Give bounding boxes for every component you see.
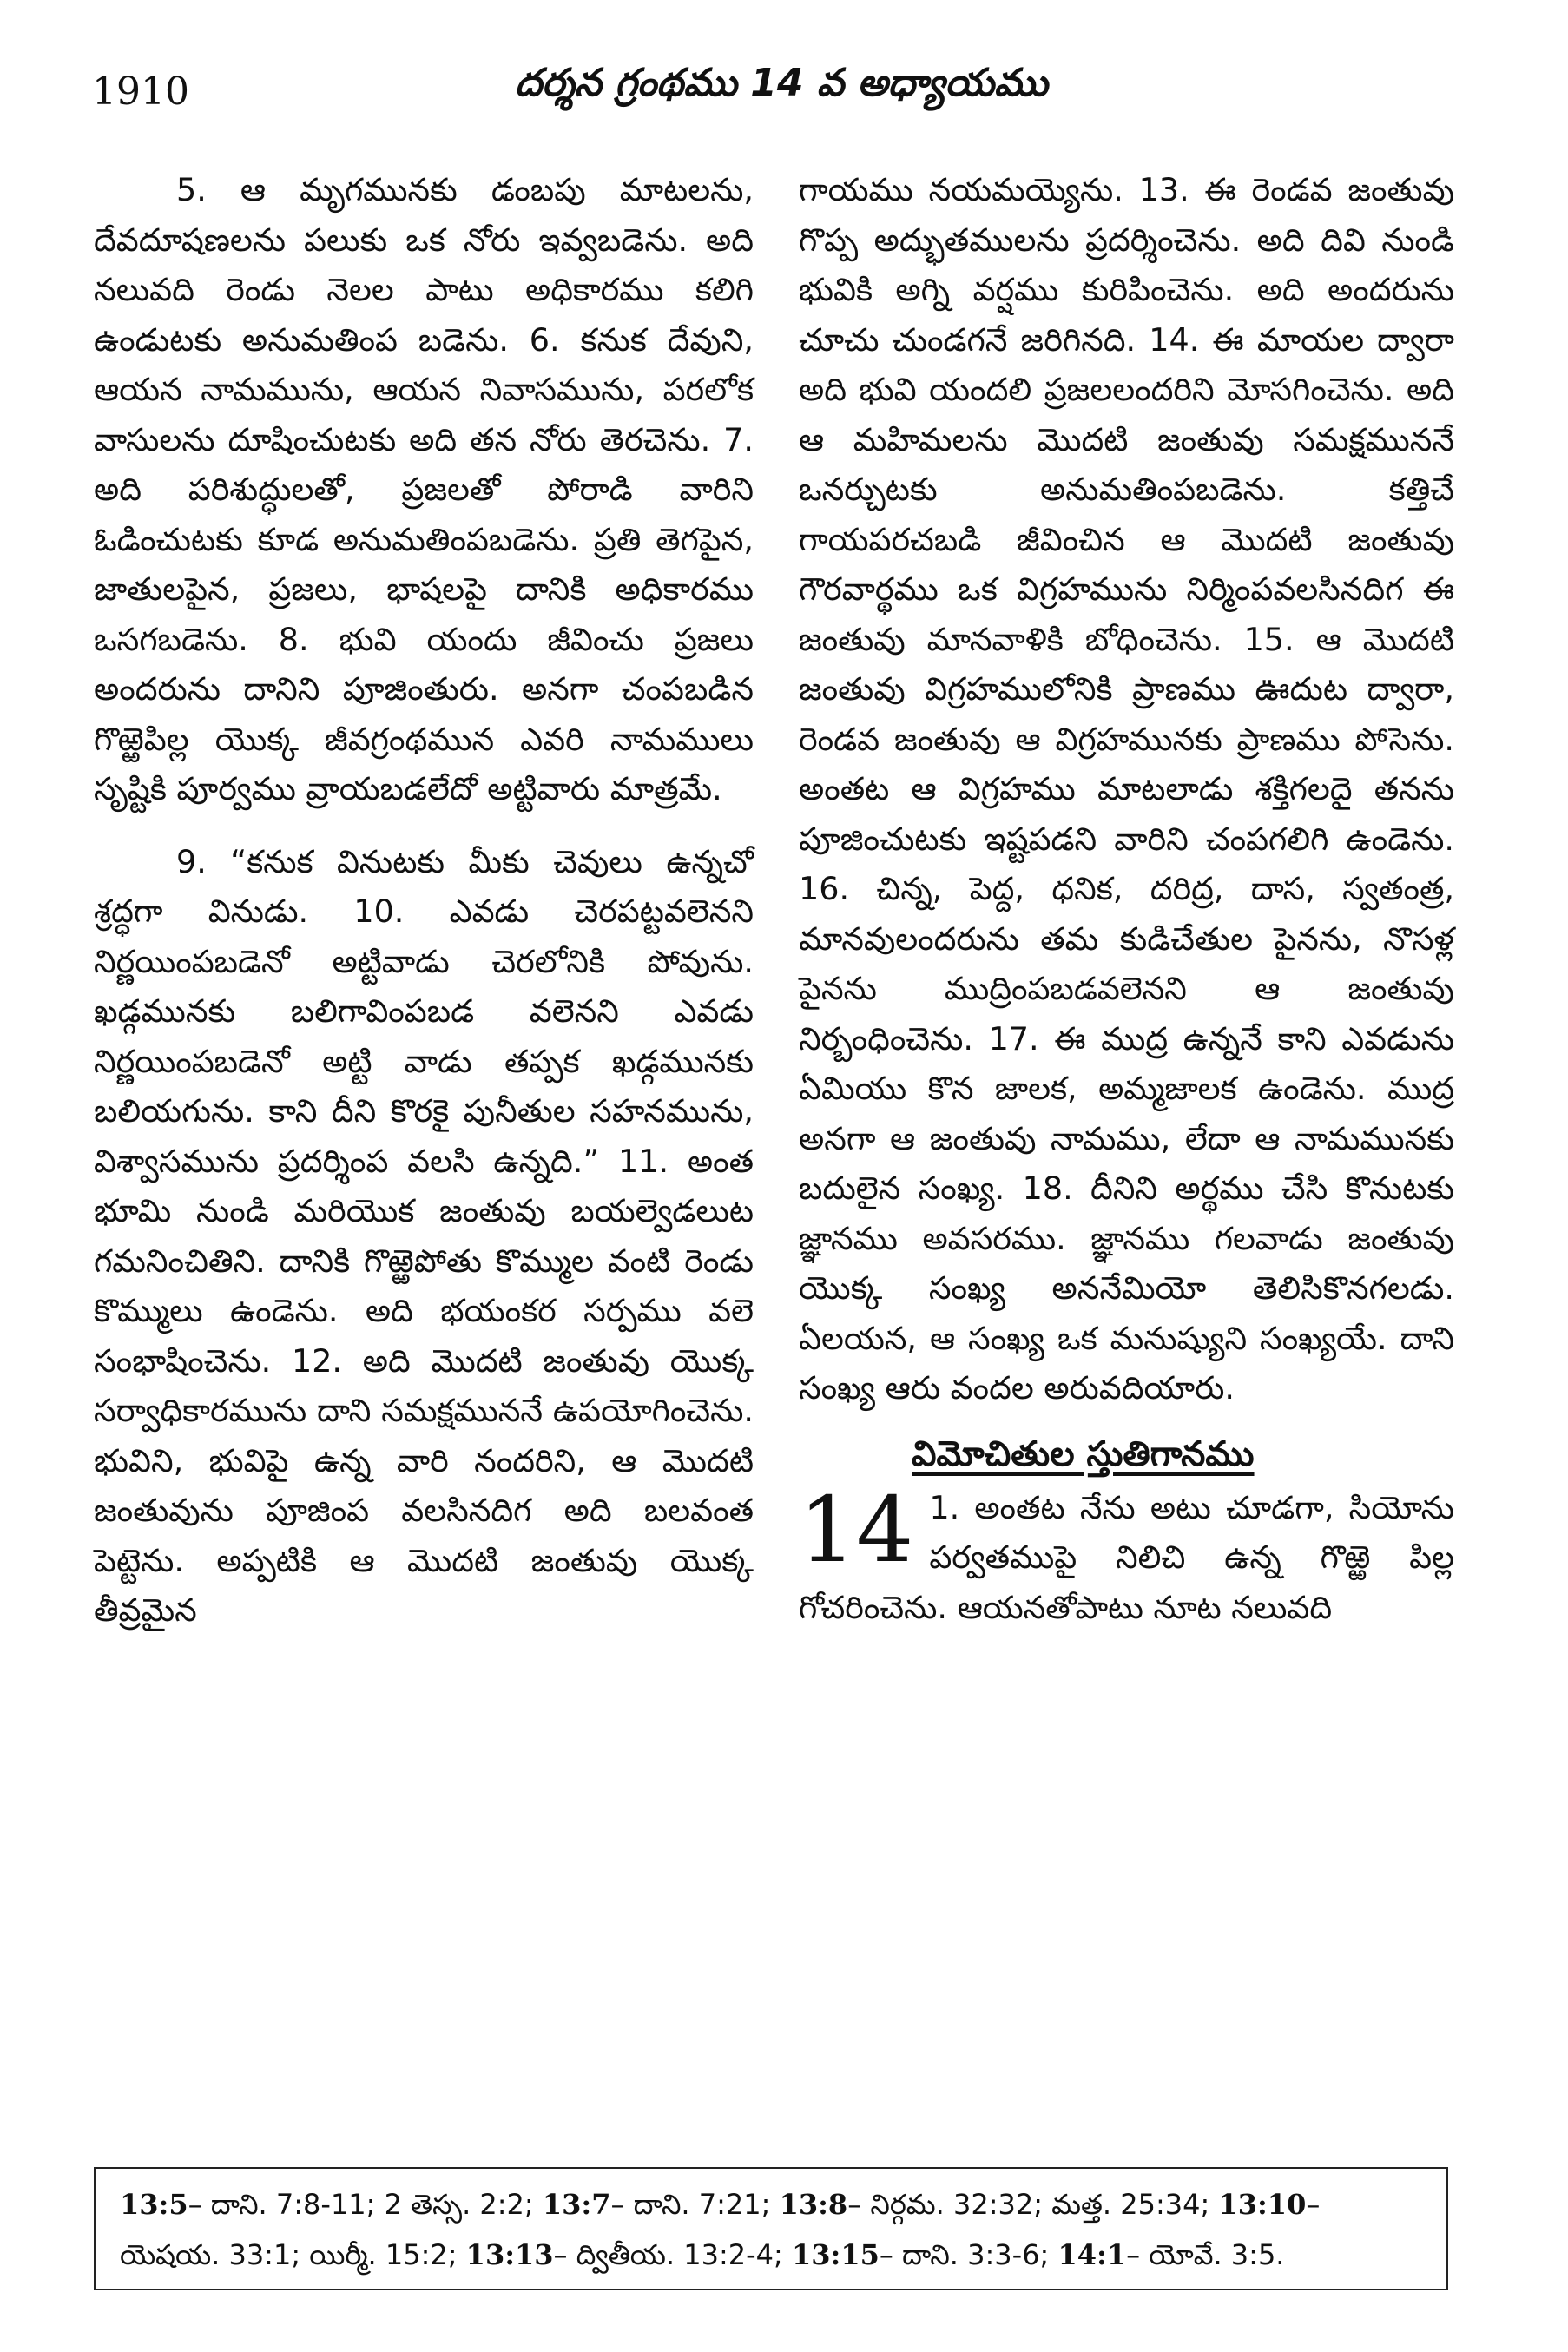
reference-number: 13:15 — [791, 2238, 880, 2271]
reference-text: – — [1306, 2188, 1321, 2221]
chapter-start — [799, 1431, 1454, 1633]
reference-text: – ద్వితీయ. 13:2-4; — [553, 2238, 792, 2271]
page-number: 1910 — [92, 69, 189, 114]
reference-number: 14:1 — [1057, 2238, 1127, 2271]
right-column — [799, 165, 1454, 1632]
page-header — [0, 52, 1568, 130]
verse-paragraph: గాయము నయమయ్యెను. 13. ఈ రెండవ జంతువు గొప్ప అద్భుతములను ప్రదర్శించెను. అది దివి నుండి భువికి అగ్ని వర్షము కురిపించెను. అది అందరును చూచు చుండగనే జరిగినది. 14. ఈ మాయల ద్వారా అది భువి యందలి ప్రజలలందరిని మోసగించెను. అది ఆ మహిమలను మొదటి జంతువు సమక్షముననే ఒనర్చుటకు అనుమతింపబడెను. కత్తిచే గాయపరచబడి జీవించిన ఆ మొదటి జంతువు గౌరవార్థము ఒక విగ్రహమును నిర్మింపవలసినదిగ ఈ జంతువు మానవాళికి బోధించెను. 15. ఆ మొదటి జంతువు విగ్రహములోనికి ప్రాణము ఊదుట ద్వారా, రెండవ జంతువు ఆ విగ్రహమునకు ప్రాణము పోసెను. అంతట ఆ విగ్రహము మాటలాడు శక్తిగలదై తనను పూజించుటకు ఇష్టపడని వారిని చంపగలిగి ఉండెను. 16. చిన్న, పెద్ద, ధనిక, దరిద్ర, దాస, స్వతంత్ర, మానవులందరును తమ కుడిచేతుల పైనను, నొసళ్ల పైనను ముద్రింపబడవలెనని ఆ జంతువు నిర్బంధించెను. 17. ఈ ముద్ర ఉన్ననే కాని ఎవడును ఏమియు కొన జాలక, అమ్మజాలక ఉండెను. ముద్ర అనగా ఆ జంతువు నామము, లేదా ఆ నామమునకు బదులైన సంఖ్య. 18. దీనిని అర్థము చేసి కొనుటకు జ్ఞానము అవసరము. జ్ఞానము గలవాడు జంతువు యొక్క సంఖ్య అననేమియో తెలిసికొనగలడు. ఏలయన, ఆ సంఖ్య ఒక మనుష్యుని సంఖ్యయే. దాని సంఖ్య ఆరు వందల అరువదియారు. — [799, 171, 1454, 1407]
cross-reference-line — [120, 2179, 1422, 2230]
reference-text: యెషయ. 33:1; యిర్మీ. 15:2; — [120, 2238, 466, 2271]
verse-paragraph: 5. ఆ మృగమునకు డంబపు మాటలను, దేవదూషణలను పలుకు ఒక నోరు ఇవ్వబడెను. అది నలువది రెండు నెలల పాటు అధికారము కలిగి ఉండుటకు అనుమతింప బడెను. 6. కనుక దేవుని, ఆయన నామమును, ఆయన నివాసమును, పరలోక వాసులను దూషించుటకు అది తన నోరు తెరచెను. 7. అది పరిశుద్ధులతో, ప్రజలతో పోరాడి వారిని ఓడించుటకు కూడ అనుమతింపబడెను. ప్రతి తెగపైన, జాతులపైన, ప్రజలు, భాషలపై దానికి అధికారము ఒసగబడెను. 8. భువి యందు జీవించు ప్రజలు అందరును దానిని పూజింతురు. అనగా చంపబడిన గొఱ్ఱెపిల్ల యొక్క జీవగ్రంథమున ఎవరి నామములు సృష్టికి పూర్వము వ్రాయబడలేదో అట్టివారు మాత్రమే. — [94, 171, 754, 807]
reference-number: 13:7 — [542, 2188, 611, 2221]
verse-paragraph: 1. అంతట నేను అటు చూడగా, సియోను పర్వతముపై నిలిచి ఉన్న గొఱ్ఱె పిల్ల గోచరించెను. ఆయనతోపాటు నూట నలువది — [799, 1488, 1454, 1626]
reference-text: – నిర్గమ. 32:32; మత్త. 25:34; — [847, 2188, 1219, 2221]
cross-references-box — [94, 2167, 1448, 2290]
reference-text: – దాని. 3:3-6; — [879, 2238, 1058, 2271]
running-title: దర్శన గ్రంథము 14 వ అధ్యాయము — [515, 61, 1048, 105]
reference-number: 13:8 — [779, 2188, 848, 2221]
left-column — [94, 165, 754, 1636]
verse-paragraph: 9. “కనుక వినుటకు మీకు చెవులు ఉన్నచో శ్రద్ధగా వినుడు. 10. ఎవడు చెరపట్టవలెనని నిర్ణయింపబడెనో అట్టివాడు చెరలోనికి పోవును. ఖడ్గమునకు బలిగావింపబడ వలెనని ఎవడు నిర్ణయింపబడెనో అట్టి వాడు తప్పక ఖడ్గమునకు బలియగును. కాని దీని కొరకై పునీతుల సహనమును, విశ్వాసమును ప్రదర్శింప వలసి ఉన్నది.” 11. అంత భూమి నుండి మరియొక జంతువు బయల్వెడలుట గమనించితిని. దానికి గొఱ్ఱెపోతు కొమ్ముల వంటి రెండు కొమ్ములు ఉండెను. అది భయంకర సర్పము వలె సంభాషించెను. 12. అది మొదటి జంతువు యొక్క సర్వాధికారమును దాని సమక్షముననే ఉపయోగించెను. భువిని, భువిపై ఉన్న వారి నందరిని, ఆ మొదటి జంతువును పూజింప వలసినదిగ అది బలవంత పెట్టెను. అప్పటికి ఆ మొదటి జంతువు యొక్క తీవ్రమైన — [94, 842, 754, 1629]
reference-text: – దాని. 7:21; — [610, 2188, 780, 2221]
reference-number: 13:10 — [1218, 2188, 1307, 2221]
reference-number: 13:5 — [120, 2188, 188, 2221]
chapter-heading: విమోచితుల స్తుతిగానము — [912, 1433, 1255, 1474]
reference-text: – యోవే. 3:5. — [1126, 2238, 1285, 2271]
chapter-number: 14 — [799, 1476, 914, 1583]
cross-reference-line — [120, 2230, 1422, 2280]
reference-text: – దాని. 7:8-11; 2 తెస్స. 2:2; — [188, 2188, 543, 2221]
reference-number: 13:13 — [465, 2238, 554, 2271]
